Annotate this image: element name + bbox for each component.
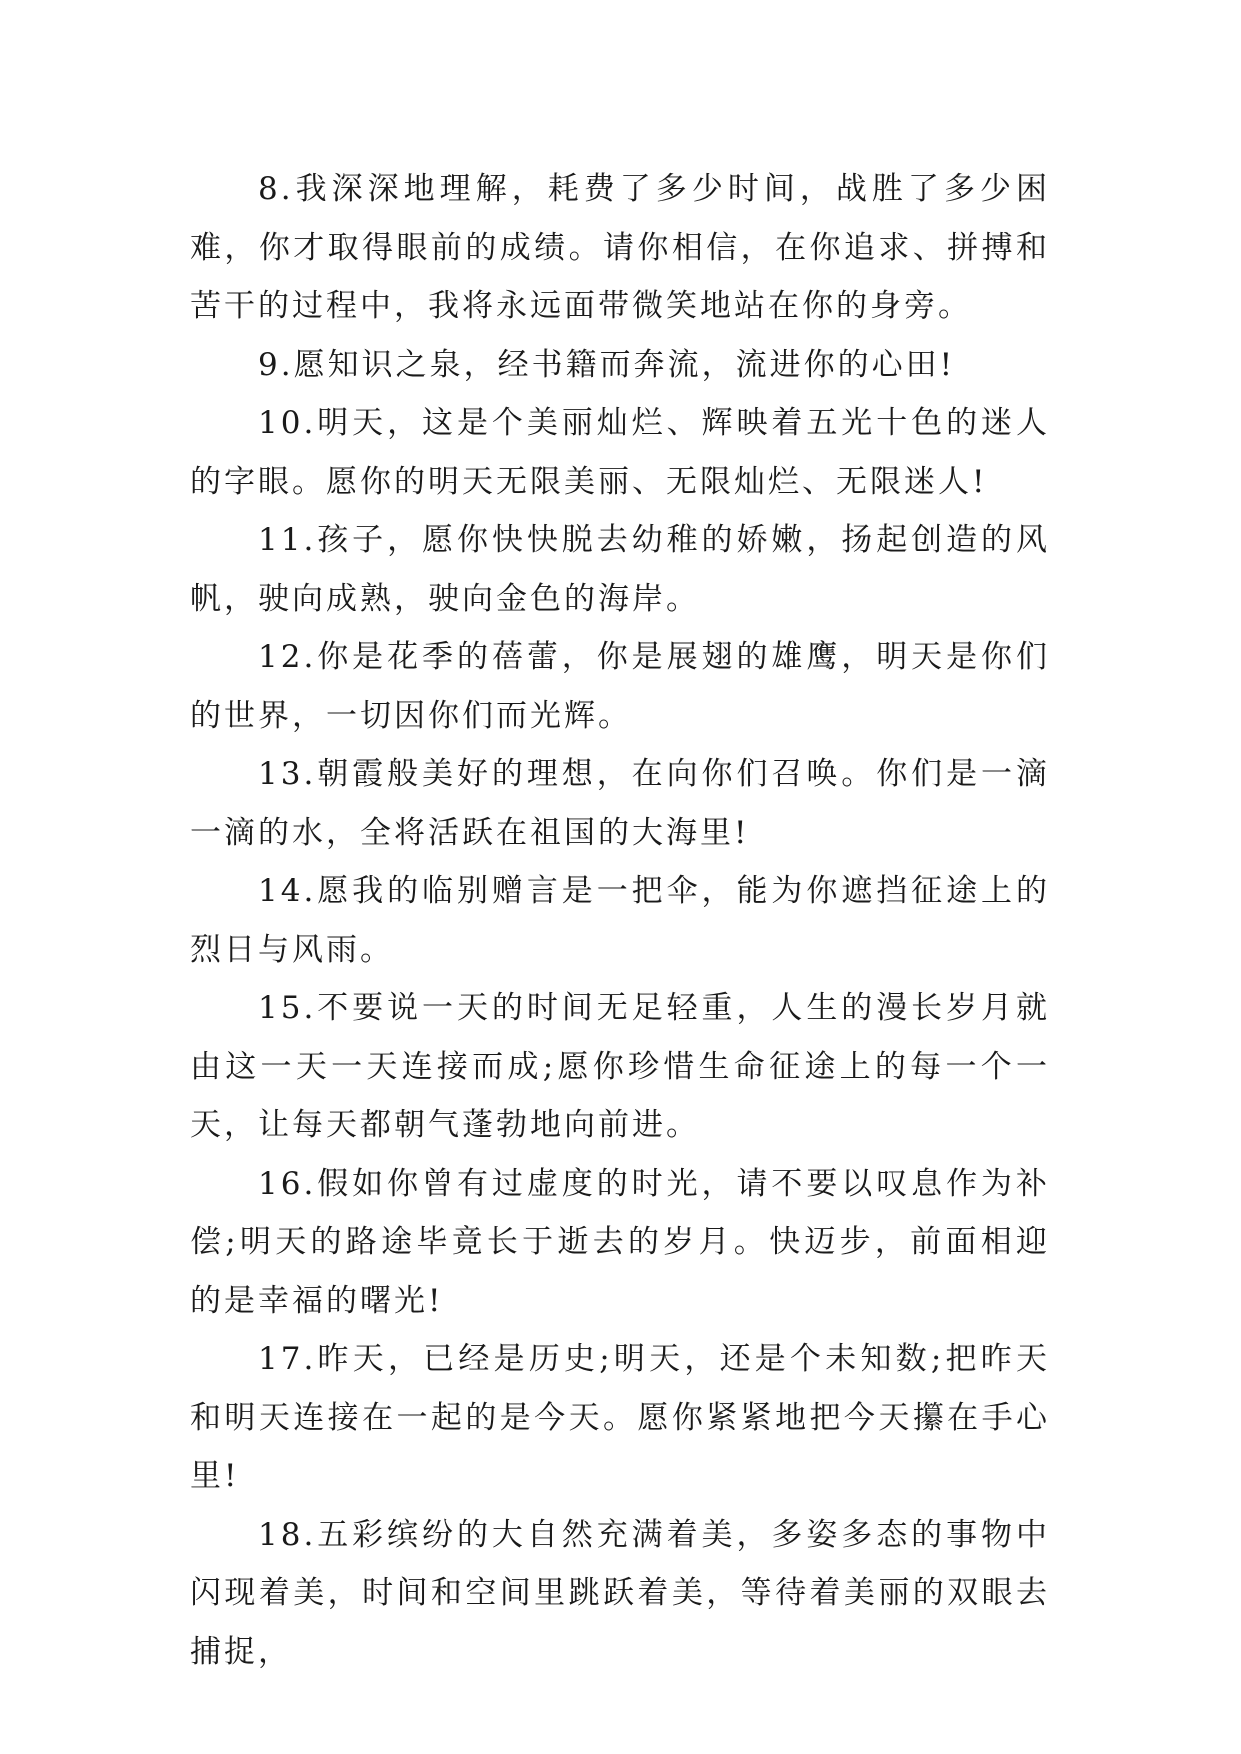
paragraph-16: 16.假如你曾有过虚度的时光，请不要以叹息作为补偿;明天的路途毕竟长于逝去的岁月。快迈步，前面相迎的是幸福的曙光!	[190, 1165, 1050, 1319]
paragraph-14: 14.愿我的临别赠言是一把伞，能为你遮挡征途上的烈日与风雨。	[190, 873, 1050, 968]
paragraph-8: 8.我深深地理解，耗费了多少时间，战胜了多少困难，你才取得眼前的成绩。请你相信，在你追求、拼搏和苦干的过程中，我将永远面带微笑地站在你的身旁。	[190, 171, 1050, 324]
paragraph-9: 9.愿知识之泉，经书籍而奔流，流进你的心田!	[258, 346, 956, 383]
paragraph-12: 12.你是花季的蓓蕾，你是展翅的雄鹰，明天是你们的世界，一切因你们而光辉。	[190, 639, 1050, 734]
paragraph-18: 18.五彩缤纷的大自然充满着美，多姿多态的事物中闪现着美，时间和空间里跳跃着美，等待着美丽的双眼去捕捉，	[190, 1516, 1050, 1670]
paragraph-17: 17.昨天，已经是历史;明天，还是个未知数;把昨天和明天连接在一起的是今天。愿你紧紧地把今天攥在手心里!	[190, 1341, 1050, 1494]
paragraph-11: 11.孩子，愿你快快脱去幼稚的娇嫩，扬起创造的风帆，驶向成熟，驶向金色的海岸。	[190, 522, 1050, 617]
paragraph-13: 13.朝霞般美好的理想，在向你们召唤。你们是一滴一滴的水，全将活跃在祖国的大海里!	[190, 756, 1050, 851]
document-body	[190, 160, 1050, 1681]
paragraph-10: 10.明天，这是个美丽灿烂、辉映着五光十色的迷人的字眼。愿你的明天无限美丽、无限灿烂、无限迷人!	[190, 405, 1050, 500]
paragraph-15: 15.不要说一天的时间无足轻重，人生的漫长岁月就由这一天一天连接而成;愿你珍惜生命征途上的每一个一天，让每天都朝气蓬勃地向前进。	[190, 990, 1050, 1143]
